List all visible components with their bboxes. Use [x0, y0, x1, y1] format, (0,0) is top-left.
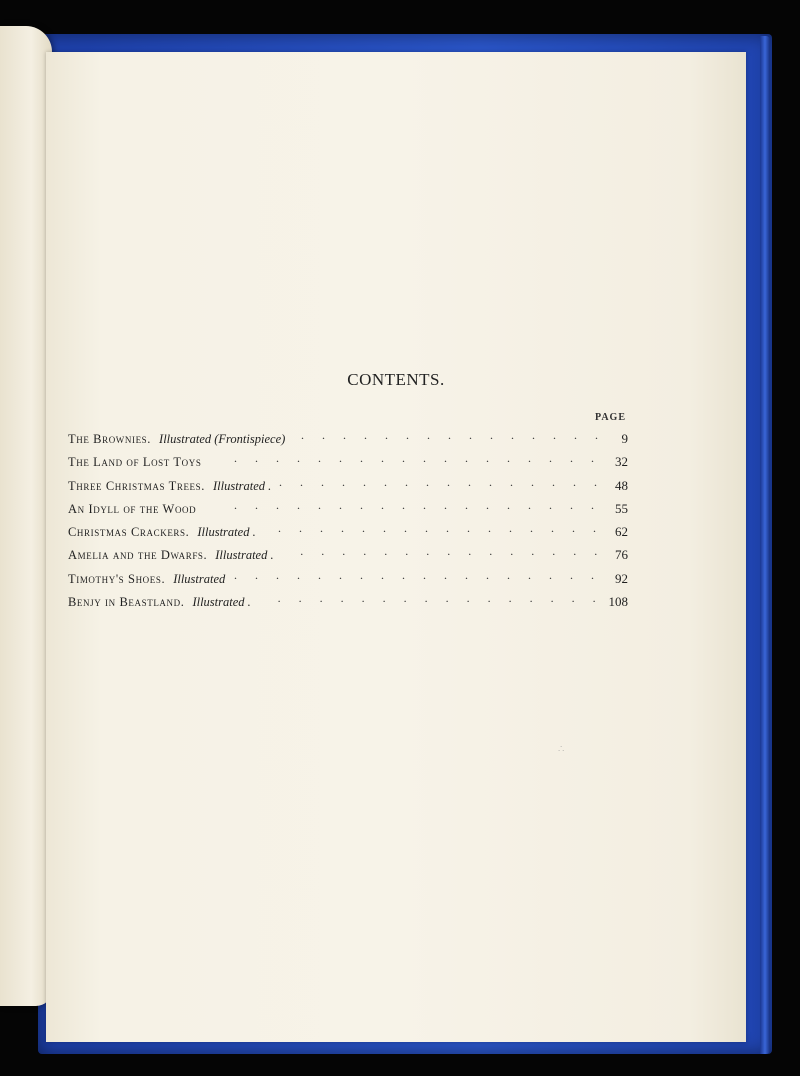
toc-entry-title: Benjy in Beastland.	[68, 595, 185, 610]
toc-entry-page: 76	[615, 547, 628, 563]
toc-entry-note: Illustrated (Frontispiece)	[159, 432, 286, 446]
table-of-contents	[68, 428, 628, 614]
toc-entry-title: The Land of Lost Toys	[68, 455, 202, 470]
page-column-heading: PAGE	[594, 412, 626, 423]
toc-leader-dots	[279, 475, 597, 490]
toc-entry	[68, 591, 628, 614]
toc-entry-note: Illustrated .	[215, 548, 274, 563]
toc-leader-dots	[293, 428, 598, 443]
book-cover-edge	[760, 36, 770, 1054]
toc-entry-page: 9	[621, 431, 628, 446]
toc-entry	[68, 498, 628, 521]
toc-leader-dots	[204, 498, 594, 513]
toc-entry-note: Illustrated .	[197, 525, 256, 540]
contents-page	[46, 52, 746, 1042]
toc-entry	[68, 521, 628, 544]
toc-entry-title: Three Christmas Trees.	[68, 478, 205, 493]
toc-entry-page: 108	[608, 594, 628, 610]
toc-leader-dots	[209, 451, 594, 466]
toc-leader-dots	[282, 544, 598, 559]
contents-title: CONTENTS.	[347, 370, 445, 389]
toc-entry-page: 48	[615, 477, 628, 493]
paper-smudge-mark: ∴	[558, 744, 565, 755]
toc-entry-page: 62	[615, 524, 628, 540]
toc-entry	[68, 544, 628, 567]
toc-entry	[68, 451, 628, 474]
toc-leader-dots	[233, 568, 594, 583]
toc-leader-dots	[264, 521, 596, 536]
toc-entry-note: Illustrated .	[192, 595, 251, 610]
toc-entry	[68, 568, 628, 591]
toc-entry-title: Timothy's Shoes.	[68, 571, 166, 586]
toc-entry-page: 55	[615, 500, 628, 516]
toc-entry-title: Amelia and the Dwarfs.	[68, 548, 208, 563]
toc-entry-page: 32	[615, 454, 628, 470]
toc-entry-note: Illustrated	[173, 571, 226, 586]
left-page-leaf	[0, 26, 52, 1006]
toc-entry-note: Illustrated .	[212, 478, 272, 493]
toc-entry-title: The Brownies.	[68, 432, 152, 446]
toc-leader-dots	[259, 591, 596, 606]
toc-entry-page: 92	[615, 570, 628, 586]
toc-entry-title: An Idyll of the Wood	[68, 501, 197, 516]
toc-entry-title: Christmas Crackers.	[68, 525, 190, 540]
toc-entry	[68, 428, 628, 451]
toc-entry	[68, 475, 628, 498]
